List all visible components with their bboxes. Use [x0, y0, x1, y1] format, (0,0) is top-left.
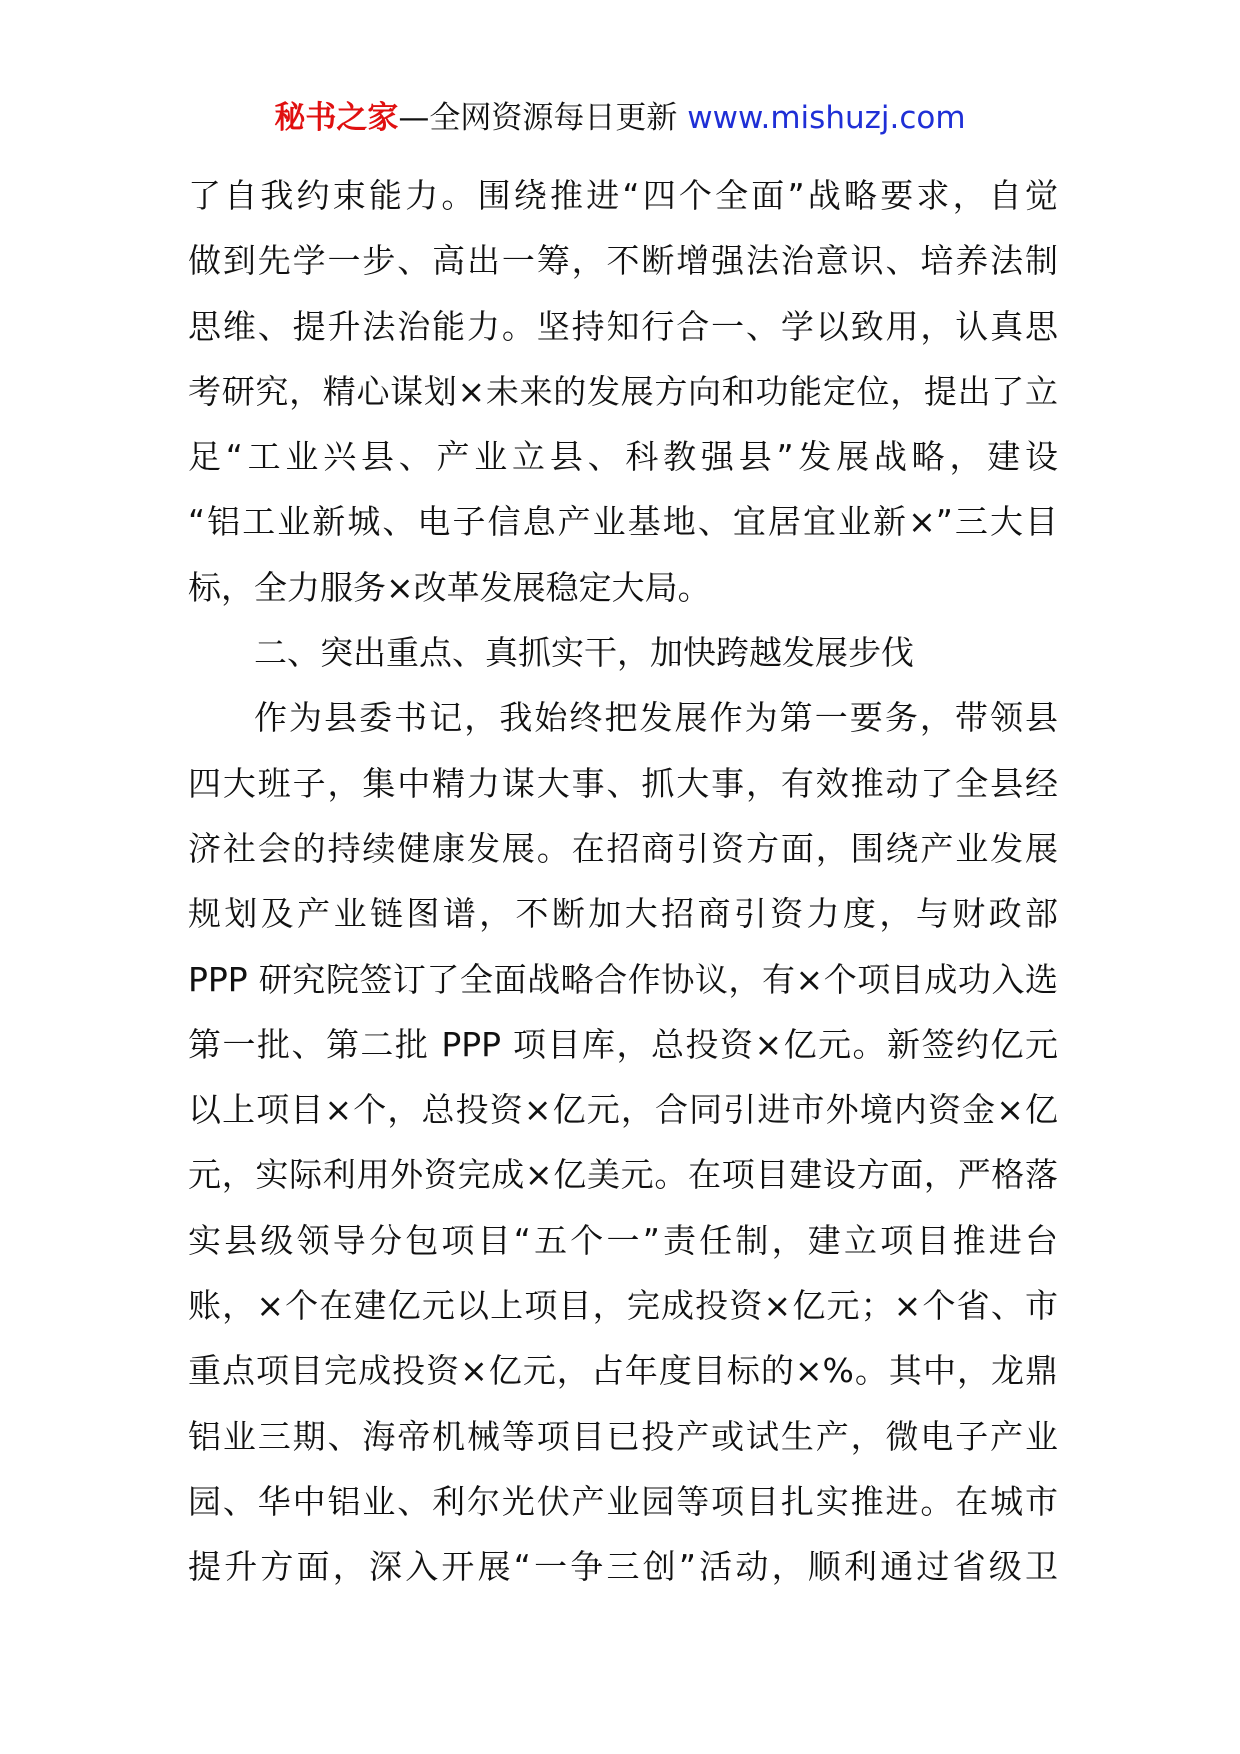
text-line: 重点项目完成投资×亿元，占年度目标的×%。其中，龙鼎: [188, 1351, 1058, 1391]
text-line: 四大班子，集中精力谋大事、抓大事，有效推动了全县经: [188, 763, 1058, 803]
text-line: 作为县委书记，我始终把发展作为第一要务，带领县: [254, 698, 1058, 738]
text-line: 济社会的持续健康发展。在招商引资方面，围绕产业发展: [188, 828, 1058, 868]
text-line: “铝工业新城、电子信息产业基地、宜居宜业新×”三大目: [188, 502, 1058, 542]
text-line: 足“工业兴县、产业立县、科教强县”发展战略，建设: [188, 437, 1058, 477]
text-line: 提升方面，深入开展“一争三创”活动，顺利通过省级卫: [188, 1547, 1058, 1587]
header-url[interactable]: www.mishuzj.com: [687, 100, 966, 136]
brand-name: 秘书之家: [274, 100, 399, 136]
text-line: 园、华中铝业、利尔光伏产业园等项目扎实推进。在城市: [188, 1481, 1058, 1521]
page-header: [0, 98, 1240, 138]
text-line: 实县级领导分包项目“五个一”责任制，建立项目推进台: [188, 1220, 1058, 1260]
text-line: 规划及产业链图谱，不断加大招商引资力度，与财政部: [188, 894, 1058, 934]
text-line: 标，全力服务×改革发展稳定大局。: [188, 567, 711, 607]
text-line: 以上项目×个，总投资×亿元，合同引进市外境内资金×亿: [188, 1090, 1058, 1130]
text-line: 铝业三期、海帝机械等项目已投产或试生产，微电子产业: [188, 1416, 1058, 1456]
section-heading: 二、突出重点、真抓实干，加快跨越发展步伐: [254, 633, 914, 673]
text-line: 元，实际利用外资完成×亿美元。在项目建设方面，严格落: [188, 1155, 1058, 1195]
text-line: 考研究，精心谋划×未来的发展方向和功能定位，提出了立: [188, 371, 1058, 411]
text-line: PPP 研究院签订了全面战略合作协议，有×个项目成功入选: [188, 959, 1058, 999]
text-line: 账，×个在建亿元以上项目，完成投资×亿元；×个省、市: [188, 1286, 1058, 1326]
document-body: [188, 163, 1058, 1600]
text-line: 第一批、第二批 PPP 项目库，总投资×亿元。新签约亿元: [188, 1024, 1058, 1064]
text-line: 做到先学一步、高出一筹，不断增强法治意识、培养法制: [188, 241, 1058, 281]
text-line: 了自我约束能力。围绕推进“四个全面”战略要求，自觉: [188, 176, 1058, 215]
text-line: 思维、提升法治能力。坚持知行合一、学以致用，认真思: [188, 306, 1058, 346]
header-slogan: —全网资源每日更新: [398, 100, 688, 136]
